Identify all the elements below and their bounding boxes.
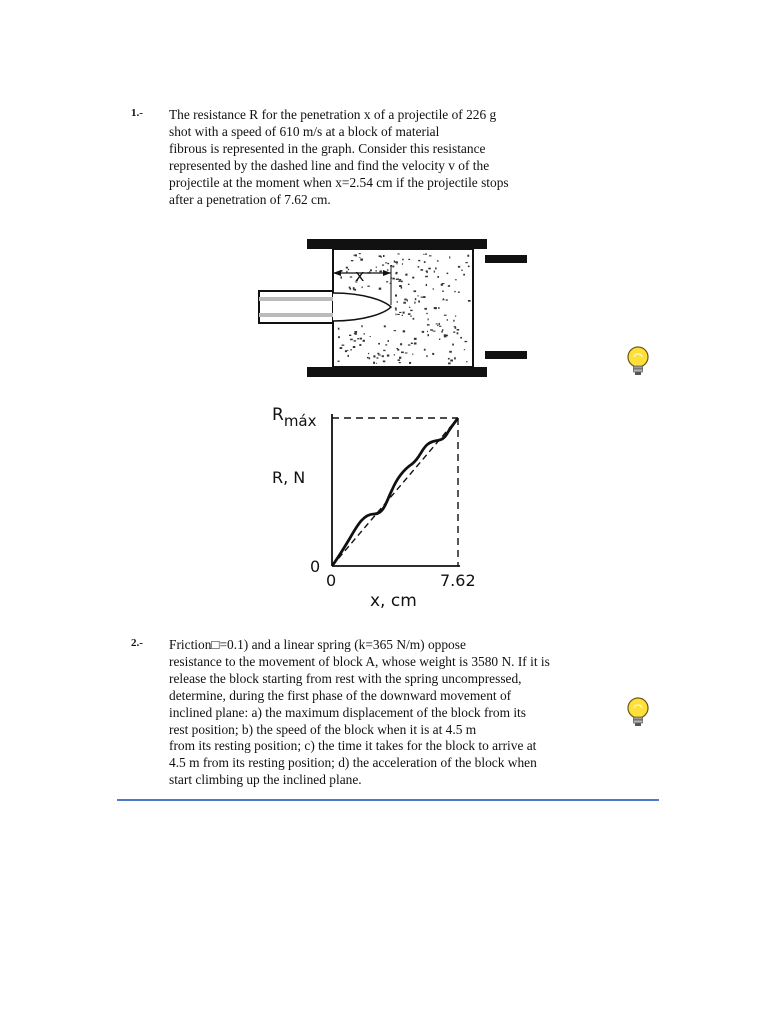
speckle: [412, 354, 413, 355]
speckle: [350, 339, 353, 341]
speckle: [381, 256, 382, 258]
speckle: [405, 274, 407, 276]
speckle: [430, 329, 433, 330]
origin-x-label: 0: [326, 571, 337, 590]
speckle: [353, 255, 355, 256]
speckle: [401, 281, 403, 283]
speckle: [369, 271, 370, 272]
horizontal-rule: [117, 799, 659, 801]
speckle: [350, 276, 352, 277]
speckle: [455, 279, 457, 280]
speckle: [378, 355, 381, 356]
problem-1-line: represented by the dashed line and find the velocity v of the: [169, 157, 490, 173]
top-right-tab: [485, 255, 527, 263]
speckle: [442, 291, 444, 292]
speckle: [454, 326, 456, 327]
speckle: [360, 259, 363, 261]
lightbulb-icon[interactable]: [625, 345, 651, 377]
speckle: [378, 343, 380, 345]
speckle: [411, 343, 413, 344]
speckle: [442, 329, 443, 331]
speckle: [408, 344, 411, 345]
problem-1-text: [169, 107, 629, 208]
speckle: [409, 307, 411, 308]
speckle: [444, 315, 447, 316]
speckle: [442, 283, 445, 284]
speckle: [414, 290, 417, 292]
top-wall: [307, 239, 487, 249]
speckle: [402, 259, 404, 261]
speckle: [379, 271, 382, 273]
speckle: [364, 333, 365, 335]
speckle: [418, 260, 420, 261]
speckle: [359, 257, 360, 258]
speckle: [446, 299, 448, 300]
problem-2-number: 2.-: [131, 637, 143, 649]
speckle: [418, 301, 420, 303]
speckle: [386, 281, 388, 282]
problem-2-line: inclined plane: a) the maximum displacement of the block from its: [169, 704, 526, 720]
speckle: [338, 336, 340, 338]
speckle: [383, 255, 385, 257]
speckle: [401, 352, 404, 354]
speckle: [384, 325, 386, 327]
speckle: [399, 279, 401, 281]
speckle: [424, 261, 425, 263]
speckle: [402, 263, 403, 265]
speckle: [395, 295, 397, 297]
speckle: [399, 285, 402, 287]
problem-2-line: 4.5 m from its resting position; d) the acceleration of the block when: [169, 755, 537, 771]
speckle: [398, 359, 401, 361]
speckle: [370, 336, 371, 337]
speckle: [410, 315, 411, 317]
speckle: [447, 273, 449, 275]
origin-y-label: 0: [310, 557, 321, 576]
speckle: [466, 361, 468, 362]
problem-1-line: shot with a speed of 610 m/s at a block of material: [169, 123, 440, 139]
speckle: [404, 299, 406, 301]
speckle: [433, 288, 434, 290]
speckle: [433, 331, 436, 332]
speckle: [458, 266, 460, 268]
speckle: [438, 307, 439, 309]
speckle: [373, 362, 375, 364]
speckle: [382, 355, 384, 357]
speckle: [428, 268, 431, 270]
speckle: [357, 338, 359, 339]
speckle: [399, 362, 401, 363]
penetration-x-label: x: [355, 266, 365, 285]
speckle: [460, 337, 462, 339]
speckle: [421, 297, 424, 298]
speckle: [340, 347, 343, 349]
speckle: [454, 291, 455, 292]
x-end-label: 7.62: [440, 571, 476, 590]
speckle: [403, 302, 406, 304]
speckle: [401, 287, 402, 289]
speckle: [418, 295, 419, 296]
bottom-wall: [307, 367, 487, 377]
speckle: [405, 353, 408, 354]
speckle: [429, 255, 432, 256]
speckle: [414, 343, 417, 345]
problem-2-line: start climbing up the inclined plane.: [169, 772, 362, 788]
speckle: [455, 316, 456, 317]
problem-2-line: rest position; b) the speed of the block when it is at 4.5 m: [169, 721, 477, 737]
speckle: [376, 270, 377, 271]
speckle: [351, 260, 354, 261]
problem-2-line: determine, during the first phase of the downward movement of: [169, 687, 512, 703]
speckle: [448, 285, 450, 287]
speckle: [385, 344, 387, 345]
speckle: [376, 267, 377, 268]
speckle: [427, 331, 428, 332]
speckle: [454, 357, 456, 359]
speckle: [421, 269, 424, 271]
speckle: [408, 313, 411, 315]
speckle: [376, 357, 378, 358]
speckle: [468, 266, 470, 268]
speckle: [400, 343, 402, 345]
speckle: [428, 334, 430, 336]
resistance-graph: [262, 398, 492, 613]
speckle: [413, 318, 415, 320]
speckle: [408, 259, 410, 260]
speckle: [362, 286, 363, 288]
speckle: [452, 344, 454, 346]
speckle: [355, 333, 357, 335]
speckle: [383, 350, 385, 351]
speckle: [367, 357, 369, 359]
speckle: [354, 331, 357, 333]
speckle: [403, 312, 405, 314]
rmax-label: Rmáx: [272, 405, 317, 430]
speckle: [387, 355, 389, 357]
speckle: [397, 349, 399, 351]
speckle: [458, 292, 460, 293]
speckle: [434, 307, 437, 309]
speckle: [426, 355, 427, 357]
speckle: [349, 335, 351, 336]
speckle: [394, 330, 396, 331]
problem-1-line: The resistance R for the penetration x of a projectile of 226 g: [169, 107, 497, 122]
speckle: [397, 314, 400, 315]
speckle: [425, 253, 426, 255]
problem-1-line: projectile at the moment when x=2.54 cm if the projectile stops: [169, 174, 509, 190]
speckle: [428, 318, 429, 320]
speckle: [464, 349, 465, 350]
speckle: [449, 256, 450, 258]
projectile-body: [259, 291, 333, 323]
speckle: [395, 308, 397, 310]
speckle: [437, 276, 439, 278]
speckle: [415, 298, 417, 300]
speckle: [435, 268, 437, 270]
speckle: [453, 332, 455, 333]
speckle: [387, 263, 389, 264]
speckle: [457, 329, 460, 331]
problem-1-number: 1.-: [131, 107, 143, 119]
speckle: [465, 262, 468, 263]
speckle: [348, 355, 349, 357]
speckle: [465, 341, 468, 342]
problem-2-line: Friction□=0.1) and a linear spring (k=365 N/m) oppose: [169, 637, 466, 652]
speckle: [450, 360, 453, 362]
speckle: [397, 301, 399, 302]
projectile-block-diagram: [255, 235, 530, 385]
speckle: [350, 349, 351, 350]
problem-2-line: resistance to the movement of block A, whose weight is 3580 N. If it is: [169, 653, 550, 669]
speckle: [432, 353, 434, 355]
problem-2-line: from its resting position; c) the time it takes for the block to arrive at: [169, 738, 537, 754]
actual-resistance-curve: [332, 418, 458, 566]
speckle: [425, 276, 428, 277]
problem-1-line: fibrous is represented in the graph. Consider this resistance: [169, 140, 486, 156]
problem-1-line: after a penetration of 7.62 cm.: [169, 191, 331, 207]
speckle: [441, 331, 443, 333]
speckle: [461, 270, 463, 271]
speckle: [414, 302, 415, 304]
problem-2-line: release the block starting from rest with the spring uncompressed,: [169, 670, 522, 686]
speckle: [370, 269, 372, 271]
speckle: [424, 308, 427, 310]
speckle: [398, 278, 399, 280]
speckle: [439, 326, 441, 327]
speckle: [338, 328, 340, 330]
speckle: [338, 361, 340, 362]
speckle: [360, 338, 362, 340]
speckle: [348, 269, 349, 270]
speckle: [354, 340, 357, 341]
speckle: [463, 274, 465, 276]
speckle: [347, 350, 348, 351]
speckle: [467, 255, 469, 257]
speckle: [387, 269, 389, 270]
speckle: [448, 358, 450, 360]
speckle: [396, 348, 398, 349]
speckle: [423, 296, 425, 298]
speckle: [427, 324, 430, 325]
speckle: [395, 261, 398, 263]
speckle: [359, 344, 361, 346]
speckle: [368, 353, 369, 354]
speckle: [399, 357, 401, 359]
speckle: [342, 345, 345, 346]
speckle: [346, 271, 347, 273]
speckle: [385, 262, 387, 263]
speckle: [402, 315, 403, 316]
speckle: [398, 281, 400, 282]
speckle: [392, 266, 394, 268]
speckle: [377, 353, 379, 355]
speckle: [412, 277, 414, 279]
speckle: [376, 363, 377, 364]
speckle: [394, 354, 395, 355]
speckle: [437, 325, 438, 326]
speckle: [341, 276, 343, 278]
speckle: [437, 260, 439, 261]
speckle: [453, 320, 454, 322]
speckle: [359, 253, 361, 254]
speckle: [363, 340, 365, 342]
speckle: [396, 263, 397, 265]
speckle: [434, 271, 435, 273]
speckle: [379, 288, 382, 290]
speckle: [353, 287, 355, 289]
speckle: [382, 265, 384, 266]
speckle: [408, 284, 410, 285]
speckle: [422, 331, 424, 333]
speckle: [398, 253, 400, 254]
speckle: [449, 351, 452, 353]
bottom-right-tab: [485, 351, 527, 359]
speckle: [395, 272, 397, 274]
speckle: [436, 323, 438, 324]
speckle: [448, 362, 451, 364]
speckle: [423, 254, 424, 255]
speckle: [426, 272, 427, 274]
speckle: [439, 323, 440, 325]
speckle: [353, 346, 356, 348]
speckle: [369, 357, 370, 359]
speckle: [373, 355, 375, 357]
y-axis-label: R, N: [272, 468, 306, 487]
speckle: [383, 361, 386, 363]
speckle: [447, 319, 448, 321]
speckle: [414, 338, 417, 340]
speckle: [444, 334, 447, 336]
speckle: [426, 313, 427, 314]
speckle: [457, 332, 459, 334]
speckle: [399, 312, 401, 313]
speckle: [418, 266, 420, 268]
speckle: [442, 299, 444, 300]
speckle: [392, 278, 394, 280]
speckle: [468, 300, 471, 302]
speckle: [361, 325, 362, 327]
speckle: [367, 286, 369, 287]
speckle: [388, 340, 389, 342]
speckle: [345, 350, 347, 352]
x-axis-label: x, cm: [370, 591, 417, 611]
speckle: [424, 349, 425, 350]
speckle: [396, 313, 397, 315]
speckle: [407, 299, 408, 301]
speckle: [396, 279, 398, 280]
speckle: [350, 288, 352, 290]
speckle: [410, 310, 412, 311]
speckle: [426, 284, 427, 286]
speckle: [439, 339, 440, 341]
speckle: [394, 260, 395, 262]
speckle: [409, 362, 411, 364]
speckle: [403, 330, 405, 332]
problem-2-text: [169, 637, 629, 789]
speckle: [346, 267, 348, 269]
